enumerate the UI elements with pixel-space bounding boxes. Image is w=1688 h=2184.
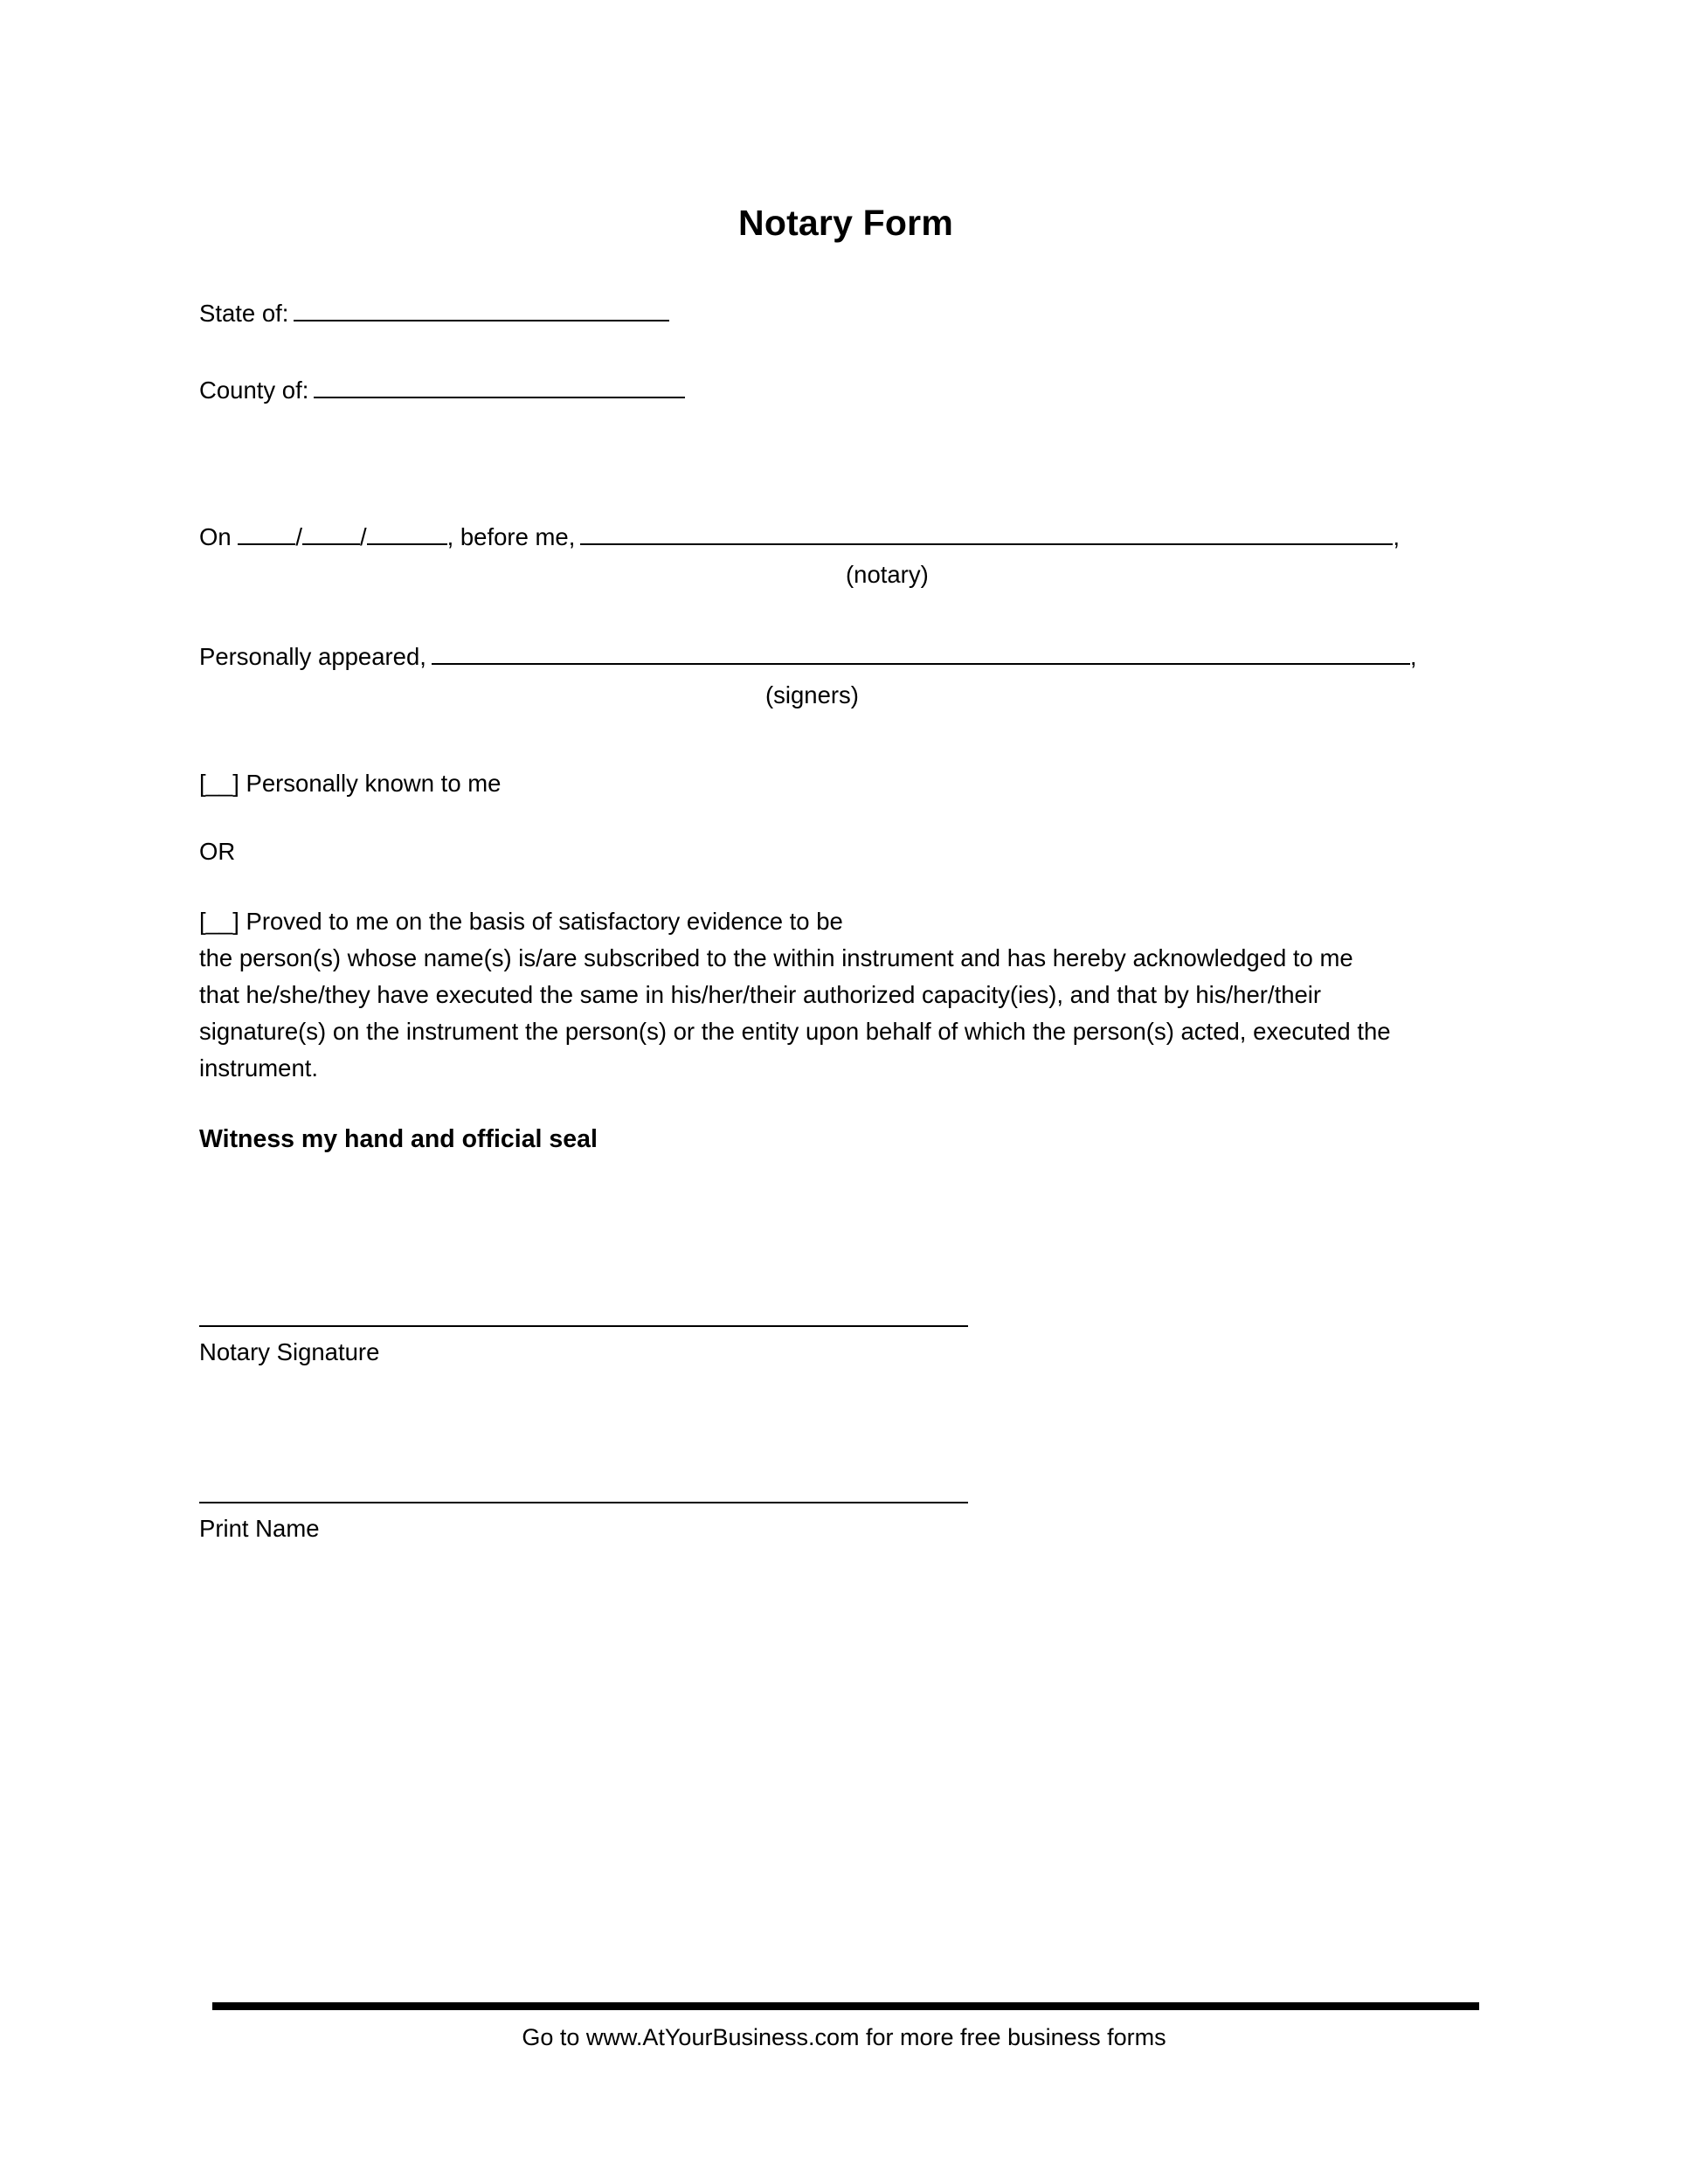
state-input-line[interactable] <box>294 294 669 321</box>
personally-appeared-label: Personally appeared, <box>199 643 426 670</box>
month-input-line[interactable] <box>238 518 295 545</box>
proved-evidence-option[interactable]: [__] Proved to me on the basis of satisfactory evidence to be <box>199 907 843 935</box>
date-separator-1: / <box>295 522 302 550</box>
notary-line-comma: , <box>1393 522 1400 550</box>
on-label: On <box>199 522 232 550</box>
county-field-row <box>199 371 1492 402</box>
page-title: Notary Form <box>738 203 953 243</box>
print-name-label: Print Name <box>199 1514 320 1542</box>
date-separator-2: / <box>359 522 367 550</box>
state-label: State of: <box>199 299 289 327</box>
witness-heading: Witness my hand and official seal <box>199 1124 598 1153</box>
day-input-line[interactable] <box>302 518 360 545</box>
notary-caption: (notary) <box>846 561 929 589</box>
signers-input-line[interactable] <box>432 638 1410 665</box>
signers-line-comma: , <box>1409 643 1417 670</box>
notary-signature-line[interactable] <box>199 1325 968 1327</box>
county-input-line[interactable] <box>314 371 685 398</box>
date-notary-row <box>199 518 1492 549</box>
year-input-line[interactable] <box>367 518 447 545</box>
personally-appeared-row <box>199 638 1492 668</box>
state-field-row <box>199 294 1492 325</box>
notary-signature-label: Notary Signature <box>199 1337 380 1365</box>
footer-text: Go to www.AtYourBusiness.com for more free business forms <box>522 2024 1166 2050</box>
signers-caption: (signers) <box>765 681 859 708</box>
personally-known-option[interactable]: [__] Personally known to me <box>199 769 502 797</box>
acknowledgement-paragraph: the person(s) whose name(s) is/are subscribed to the within instrument and has hereby acknowledged to me that he/she/they have executed the same in his/her/their authorized capacity(ies), and that by his/her/their signature(s) on the instrument the person(s) or the entity upon behalf of which the person(s) acted, executed the instrument. <box>199 943 1391 1082</box>
or-label: OR <box>199 837 236 865</box>
before-me-label: , before me, <box>446 522 576 550</box>
county-label: County of: <box>199 377 309 404</box>
footer-divider <box>212 2002 1479 2010</box>
document-content <box>199 0 1492 1543</box>
notary-name-input-line[interactable] <box>580 518 1393 545</box>
print-name-line[interactable] <box>199 1502 968 1503</box>
